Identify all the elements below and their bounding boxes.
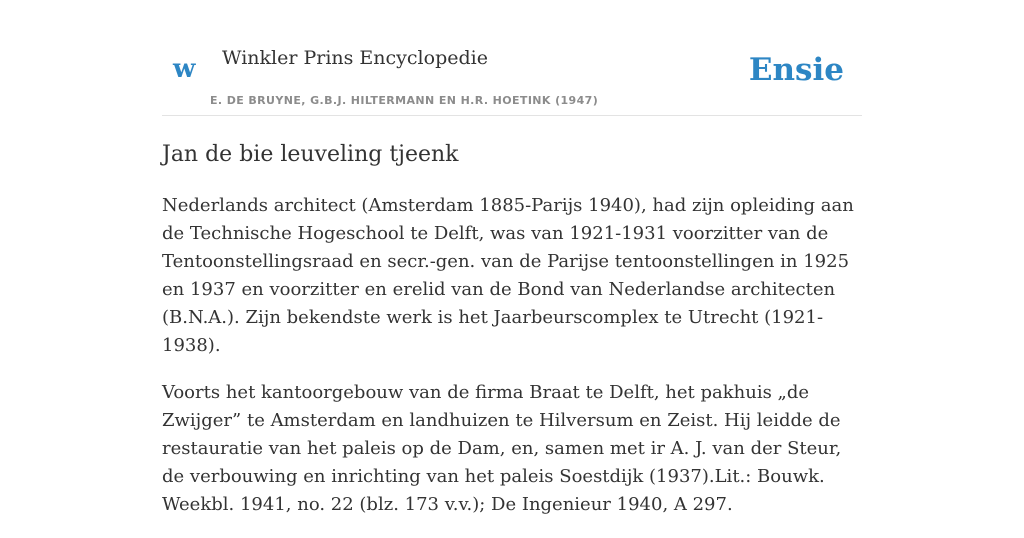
- publication-title-link[interactable]: Winkler Prins Encyclopedie: [222, 47, 488, 69]
- publication-authors: E. DE BRUYNE, G.B.J. HILTERMANN EN H.R. HOETINK (1947): [210, 94, 599, 107]
- ensie-brand-logo[interactable]: Ensie: [748, 52, 844, 88]
- winkler-prins-logo[interactable]: w: [173, 54, 196, 84]
- page: [162, 0, 862, 515]
- encyclopedia-header: [162, 0, 862, 116]
- article-body: [162, 192, 862, 538]
- article-paragraph: Voorts het kantoorgebouw van de firma Braat te Delft, het pakhuis „de Zwijger” te Amsterdam en landhuizen te Hilversum en Zeist. Hij leidde de restauratie van het paleis op de Dam, en, samen met ir A. J. van der Steur, de verbouwing en inrichting van het paleis Soestdijk (1937).Lit.: Bouwk. Weekbl. 1941, no. 22 (blz. 173 v.v.); De Ingenieur 1940, A 297.: [162, 382, 842, 515]
- article-title: Jan de bie leuveling tjeenk: [162, 142, 459, 167]
- article-paragraph: Nederlands architect (Amsterdam 1885-Parijs 1940), had zijn opleiding aan de Technische Hogeschool te Delft, was van 1921-1931 voorzitter van de Tentoonstellingsraad en secr.-gen. van de Parijse tentoonstellingen in 1925 en 1937 en voorzitter en erelid van de Bond van Nederlandse architecten (B.N.A.). Zijn bekendste werk is het Jaarbeurscomplex te Utrecht (1921-1938).: [162, 195, 854, 356]
